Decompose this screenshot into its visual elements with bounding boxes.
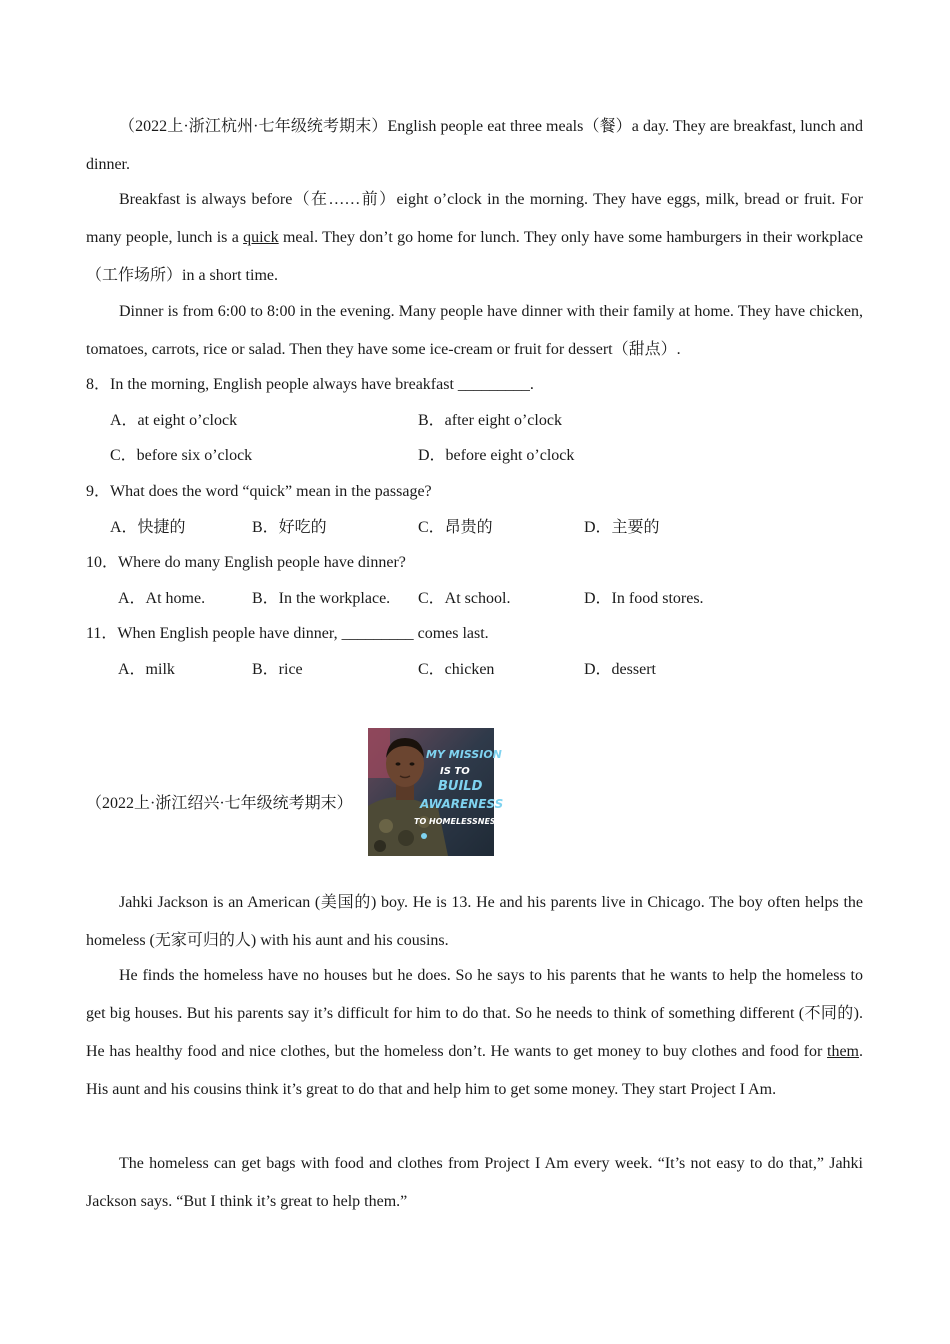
question-10-option-c[interactable]: C．At school.	[418, 590, 511, 607]
poster-line-3: BUILD	[438, 779, 483, 794]
photo-illustration	[368, 728, 504, 856]
poster-line-4: AWARENESS	[420, 797, 504, 811]
question-11-option-c[interactable]: C．chicken	[418, 661, 495, 678]
photo-boy-mission-poster	[368, 728, 504, 856]
question-9-option-d[interactable]: D．主要的	[584, 519, 660, 536]
passage2-paragraph2: He finds the homeless have no houses but he does. So he says to his parents that he wants to help the homeless to get big houses. But his parents say it’s difficult for him to do that. So he needs to think of something different (不同的). He has healthy food and nice clothes, but the homeless don’t. He wants to get money to buy clothes and food for them. His aunt and his cousins think it’s great to do that and help him to get some money. They start Project I Am.	[86, 967, 863, 1098]
passage1-source: （2022上·浙江杭州·七年级统考期末）	[119, 118, 388, 135]
passage1-paragraph1: （2022上·浙江杭州·七年级统考期末）English people eat three meals（餐）a day. They are breakfast, lunch and dinner.	[86, 118, 863, 173]
poster-line-5: TO HOMELESSNESS	[414, 817, 502, 826]
question-9-option-c[interactable]: C．昂贵的	[418, 519, 493, 536]
question-8-option-b[interactable]: B．after eight o’clock	[418, 412, 562, 429]
passage2-paragraph1: Jahki Jackson is an American (美国的) boy. He is 13. He and his parents live in Chicago. The boy often helps the homeless (无家可归的人) with his aunt and his cousins.	[86, 894, 863, 949]
question-11-option-d[interactable]: D．dessert	[584, 661, 656, 678]
question-11-stem: 11．When English people have dinner, _________ comes last.	[86, 625, 489, 642]
question-9-option-b[interactable]: B．好吃的	[252, 519, 327, 536]
question-8-option-c[interactable]: C．before six o’clock	[110, 447, 253, 464]
question-10-option-b[interactable]: B．In the workplace.	[252, 590, 391, 607]
question-11-option-b[interactable]: B．rice	[252, 661, 303, 678]
question-10-option-a[interactable]: A．At home.	[118, 590, 206, 607]
question-9-stem: 9．What does the word “quick” mean in the passage?	[86, 483, 432, 500]
question-9-option-a[interactable]: A．快捷的	[110, 519, 186, 536]
underlined-word-them: them	[827, 1043, 859, 1060]
question-10-option-d[interactable]: D．In food stores.	[584, 590, 704, 607]
question-8-option-d[interactable]: D．before eight o’clock	[418, 447, 575, 464]
question-8-stem: 8．In the morning, English people always have breakfast _________.	[86, 376, 534, 393]
question-11-option-a[interactable]: A．milk	[118, 661, 175, 678]
poster-line-2: IS TO	[440, 766, 470, 777]
poster-line-1: MY MISSION	[426, 748, 502, 761]
question-8-option-a[interactable]: A．at eight o’clock	[110, 412, 238, 429]
passage1-paragraph2: Breakfast is always before（在……前）eight o’clock in the morning. They have eggs, milk, bread or fruit. For many people, lunch is a quick meal. They don’t go home for lunch. They only have some hamburgers in their workplace（工作场所）in a short time.	[86, 191, 864, 284]
question-10-stem: 10．Where do many English people have dinner?	[86, 554, 406, 571]
passage1-paragraph3: Dinner is from 6:00 to 8:00 in the evening. Many people have dinner with their family at home. They have chicken, tomatoes, carrots, rice or salad. Then they have some ice-cream or fruit for dessert（甜点）.	[86, 303, 863, 358]
passage2-source: （2022上·浙江绍兴·七年级统考期末）	[86, 795, 353, 812]
underlined-word-quick: quick	[243, 229, 279, 246]
passage2-paragraph3: The homeless can get bags with food and clothes from Project I Am every week. “It’s not easy to do that,” Jahki Jackson says. “But I think it’s great to help them.”	[86, 1155, 863, 1210]
